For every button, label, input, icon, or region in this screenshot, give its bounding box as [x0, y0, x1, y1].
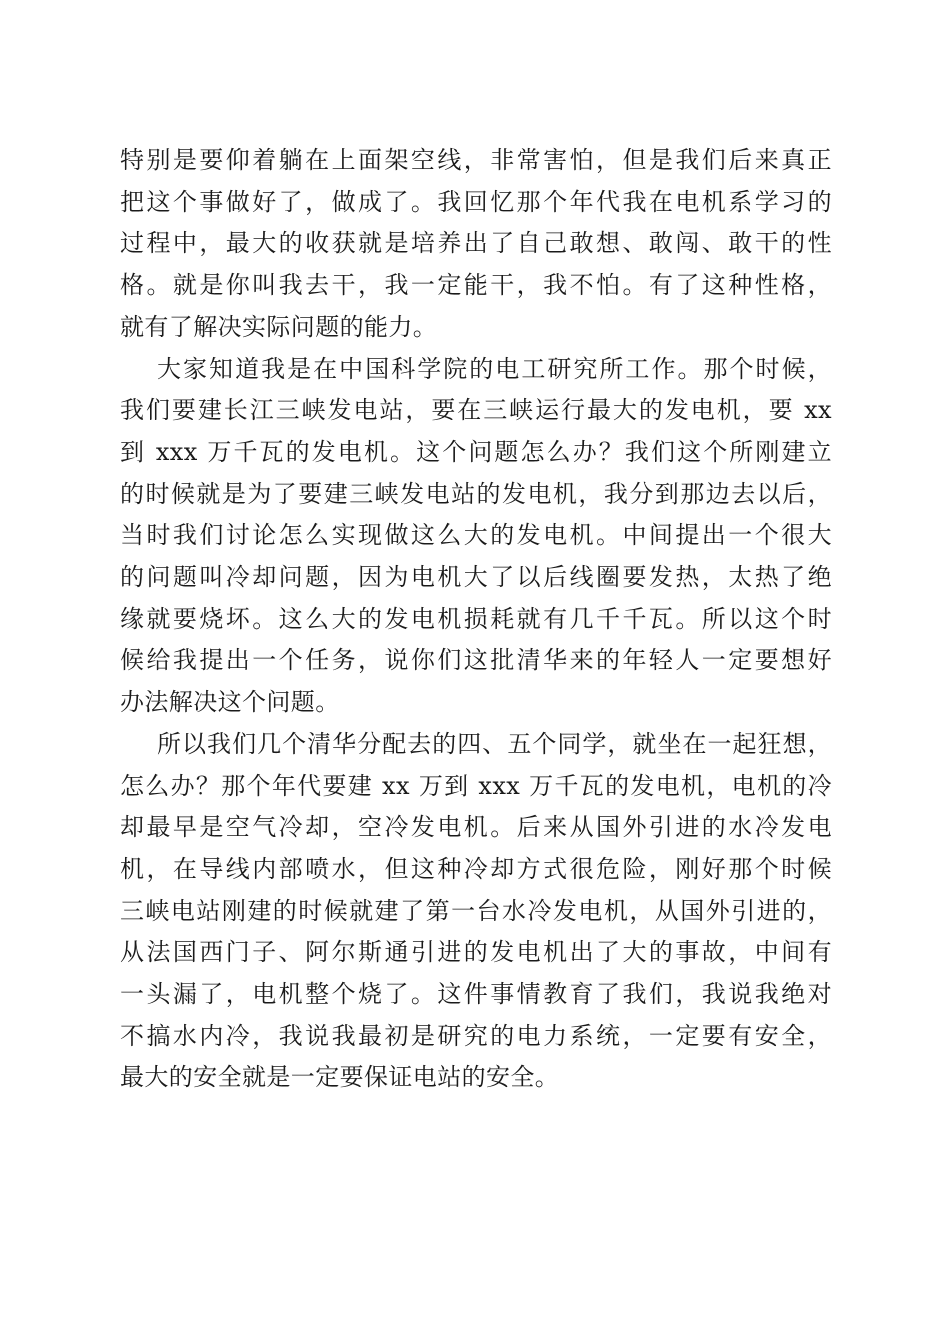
text-line: 当时我们讨论怎么实现做这么大的发电机。中间提出一个很大 — [120, 521, 832, 550]
text-line: 缘就要烧坏。这么大的发电机损耗就有几千千瓦。所以这个时 — [120, 604, 832, 633]
text-line: 到 xxx 万千瓦的发电机。这个问题怎么办？我们这个所刚建立 — [120, 437, 832, 466]
text-line: 格。就是你叫我去干，我一定能干，我不怕。有了这种性格， — [120, 271, 832, 300]
paragraph-3 — [120, 724, 832, 1099]
paragraph-1 — [120, 140, 832, 349]
text-line: 机，在导线内部喷水，但这种冷却方式很危险，刚好那个时候 — [120, 854, 832, 883]
text-line: 候给我提出一个任务，说你们这批清华来的年轻人一定要想好 — [120, 646, 832, 675]
text-line: 一头漏了，电机整个烧了。这件事情教育了我们，我说我绝对 — [120, 980, 832, 1009]
text-line: 办法解决这个问题。 — [120, 688, 340, 717]
text-line: 把这个事做好了，做成了。我回忆那个年代我在电机系学习的 — [120, 187, 832, 216]
text-line: 不搞水内冷，我说我最初是研究的电力系统，一定要有安全， — [120, 1021, 832, 1050]
text-line: 却最早是空气冷却，空冷发电机。后来从国外引进的水冷发电 — [120, 813, 832, 842]
text-line: 的问题叫冷却问题，因为电机大了以后线圈要发热，太热了绝 — [120, 563, 832, 592]
text-line: 从法国西门子、阿尔斯通引进的发电机出了大的事故，中间有 — [120, 938, 832, 967]
text-line: 我们要建长江三峡发电站，要在三峡运行最大的发电机，要 xx — [120, 396, 832, 425]
text-line: 就有了解决实际问题的能力。 — [120, 312, 438, 341]
text-line: 怎么办？那个年代要建 xx 万到 xxx 万千瓦的发电机，电机的冷 — [120, 771, 832, 800]
text-line: 特别是要仰着躺在上面架空线，非常害怕，但是我们后来真正 — [120, 146, 832, 174]
text-line: 三峡电站刚建的时候就建了第一台水冷发电机，从国外引进的， — [120, 896, 832, 925]
text-line: 的时候就是为了要建三峡发电站的发电机，我分到那边去以后， — [120, 479, 832, 508]
document-body — [120, 140, 832, 1099]
text-line: 过程中，最大的收获就是培养出了自己敢想、敢闯、敢干的性 — [120, 229, 832, 258]
paragraph-2 — [120, 349, 832, 724]
text-line: 所以我们几个清华分配去的四、五个同学，就坐在一起狂想， — [157, 729, 832, 758]
text-line: 最大的安全就是一定要保证电站的安全。 — [120, 1063, 560, 1092]
text-line: 大家知道我是在中国科学院的电工研究所工作。那个时候， — [157, 354, 832, 383]
